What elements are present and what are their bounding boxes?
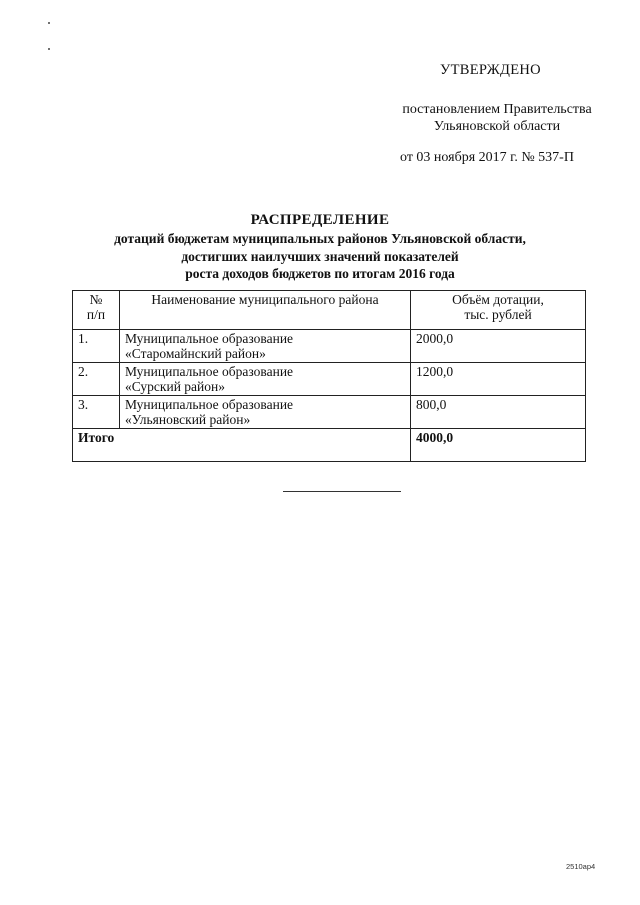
approval-title: УТВЕРЖДЕНО <box>440 62 541 78</box>
budget-table <box>72 290 586 462</box>
row-amount: 800,0 <box>411 396 586 429</box>
row-name <box>120 330 411 363</box>
total-label: Итого <box>73 429 411 462</box>
table-total-row <box>73 429 586 462</box>
row-amount: 1200,0 <box>411 363 586 396</box>
row-name-line-2: «Старомайнский район» <box>125 346 266 361</box>
table-row <box>73 330 586 363</box>
header-number-line-1: № <box>89 292 103 307</box>
row-number: 3. <box>73 396 120 429</box>
row-amount: 2000,0 <box>411 330 586 363</box>
row-name-line-1: Муниципальное образование <box>125 331 294 346</box>
approval-line-2: Ульяновской области <box>433 119 561 134</box>
header-volume <box>411 291 586 330</box>
header-name: Наименование муниципального района <box>120 291 411 330</box>
row-name-line-1: Муниципальное образование <box>125 364 294 379</box>
row-name <box>120 363 411 396</box>
footer-code: 2510ap4 <box>566 862 596 871</box>
separator-line <box>283 491 401 492</box>
row-name-line-2: «Сурский район» <box>125 379 225 394</box>
document-subtitle-line-2: достигших наилучших значений показателей <box>181 249 459 264</box>
table-row <box>73 363 586 396</box>
approval-line-1: постановлением Правительства <box>402 102 592 117</box>
header-volume-line-1: Объём дотации, <box>452 292 544 307</box>
total-amount: 4000,0 <box>411 429 586 462</box>
row-name-line-1: Муниципальное образование <box>125 397 294 412</box>
row-name-line-2: «Ульяновский район» <box>125 412 251 427</box>
scan-dot <box>48 48 50 50</box>
document-title: РАСПРЕДЕЛЕНИЕ <box>250 212 390 228</box>
approval-line-3: от 03 ноября 2017 г. № 537-П <box>400 150 574 165</box>
table-header-row <box>73 291 586 330</box>
table-row <box>73 396 586 429</box>
row-number: 2. <box>73 363 120 396</box>
header-number <box>73 291 120 330</box>
scan-dot <box>48 22 50 24</box>
row-number: 1. <box>73 330 120 363</box>
header-volume-line-2: тыс. рублей <box>464 307 532 322</box>
header-number-line-2: п/п <box>86 307 106 322</box>
document-subtitle-line-3: роста доходов бюджетов по итогам 2016 года <box>185 266 455 281</box>
document-subtitle-line-1: дотаций бюджетам муниципальных районов Ульяновской области, <box>114 231 526 246</box>
row-name <box>120 396 411 429</box>
